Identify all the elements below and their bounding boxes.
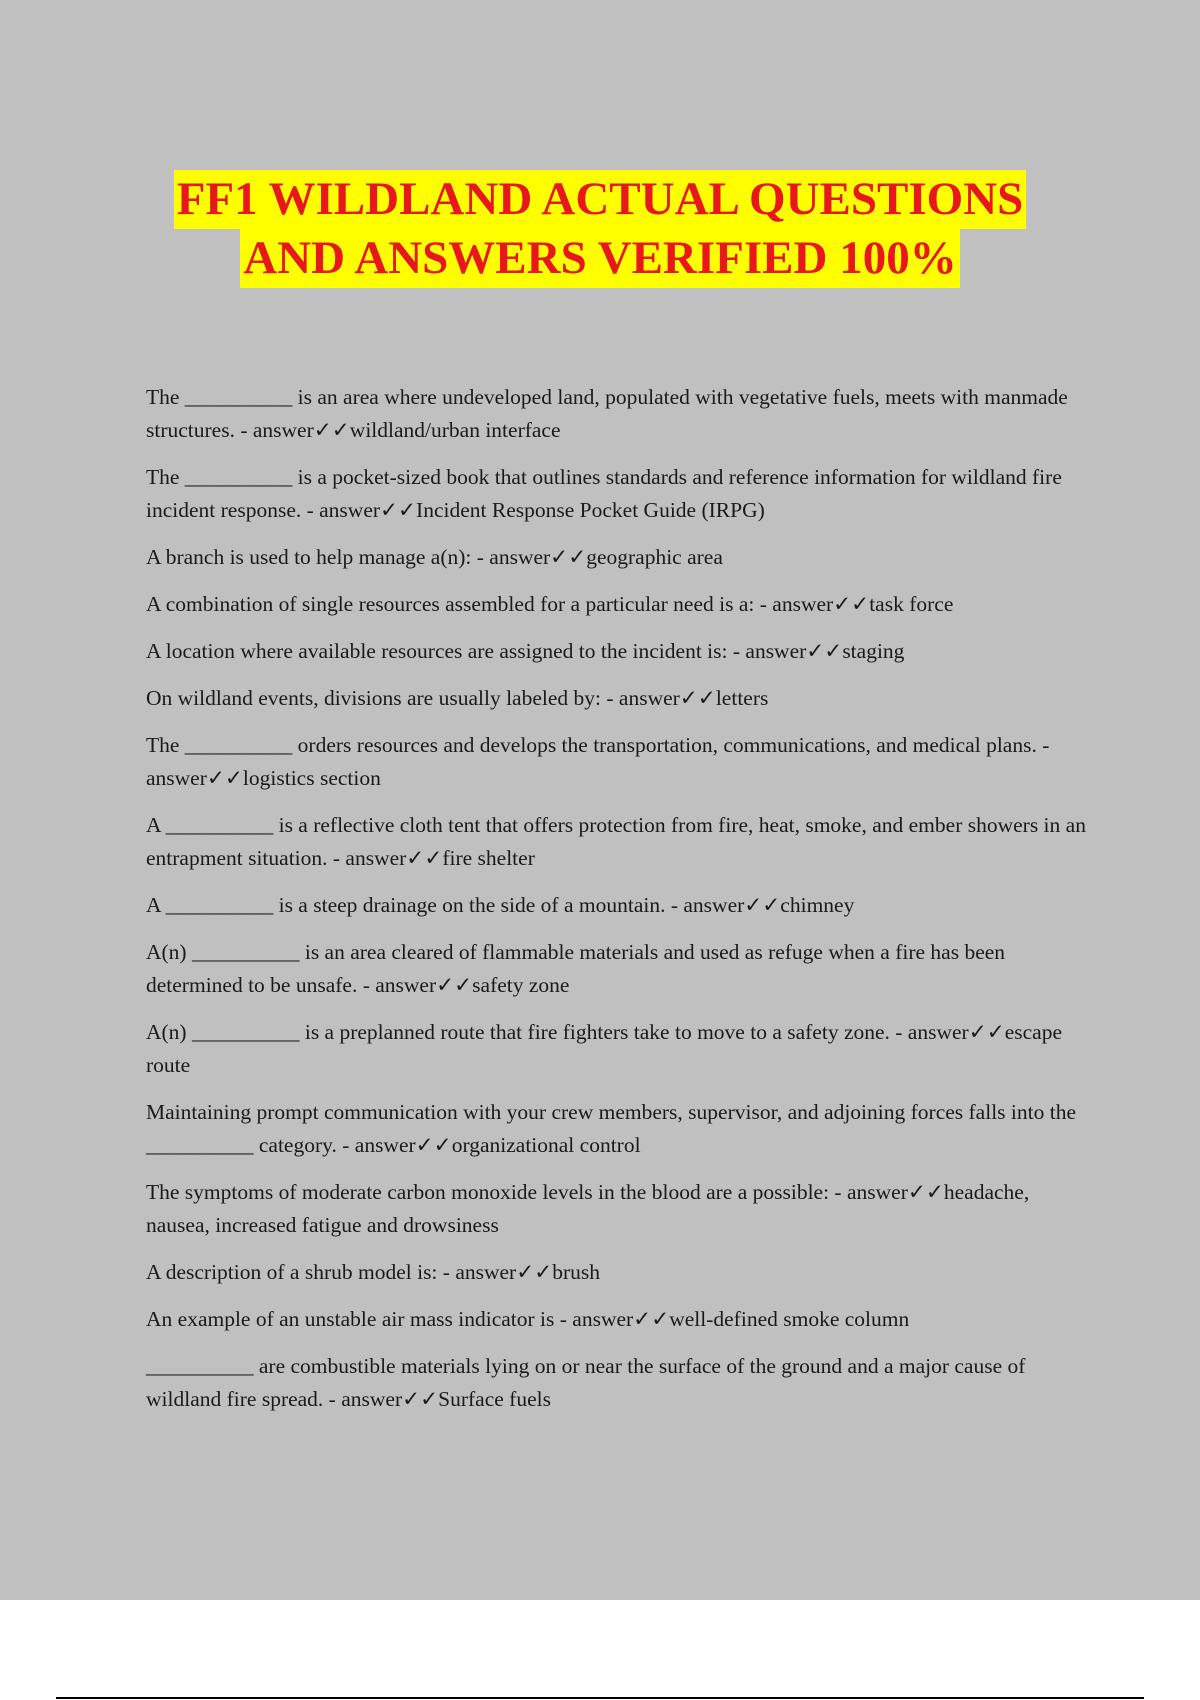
qa-item: A location where available resources are assigned to the incident is: - answer✓✓staging xyxy=(146,639,905,663)
question-answer-list xyxy=(146,381,1096,1430)
qa-item: An example of an unstable air mass indicator is - answer✓✓well-defined smoke column xyxy=(146,1307,910,1331)
qa-item: A __________ is a steep drainage on the side of a mountain. - answer✓✓chimney xyxy=(146,893,855,917)
qa-item: The symptoms of moderate carbon monoxide levels in the blood are a possible: - answer✓✓headache, nausea, increased fatigue and drowsiness xyxy=(146,1180,1030,1237)
qa-item: A(n) __________ is a preplanned route that fire fighters take to move to a safety zone. - answer✓✓escape route xyxy=(146,1020,1063,1077)
qa-item: The __________ is a pocket-sized book that outlines standards and reference information for wildland fire incident response. - answer✓✓Incident Response Pocket Guide (IRPG) xyxy=(146,465,1062,522)
qa-item: Maintaining prompt communication with your crew members, supervisor, and adjoining forces falls into the __________ category. - answer✓✓organizational control xyxy=(146,1100,1077,1157)
qa-item: A(n) __________ is an area cleared of flammable materials and used as refuge when a fire has been determined to be unsafe. - answer✓✓safety zone xyxy=(146,940,1006,997)
qa-item: A description of a shrub model is: - answer✓✓brush xyxy=(146,1260,601,1284)
title-line-2: AND ANSWERS VERIFIED 100% xyxy=(240,229,959,288)
qa-item: On wildland events, divisions are usually labeled by: - answer✓✓letters xyxy=(146,686,769,710)
qa-item: A combination of single resources assembled for a particular need is a: - answer✓✓task force xyxy=(146,592,954,616)
footer-divider xyxy=(56,1697,1144,1699)
title-line-1: FF1 WILDLAND ACTUAL QUESTIONS xyxy=(174,170,1027,229)
qa-item: A branch is used to help manage a(n): - answer✓✓geographic area xyxy=(146,545,723,569)
qa-item: __________ are combustible materials lying on or near the surface of the ground and a major cause of wildland fire spread. - answer✓✓Surface fuels xyxy=(146,1354,1026,1411)
qa-item: A __________ is a reflective cloth tent that offers protection from fire, heat, smoke, and ember showers in an entrapment situation. - answer✓✓fire shelter xyxy=(146,813,1086,870)
document-title xyxy=(0,170,1200,288)
qa-item: The __________ orders resources and develops the transportation, communications, and medical plans. - answer✓✓logistics section xyxy=(146,733,1050,790)
qa-item: The __________ is an area where undeveloped land, populated with vegetative fuels, meets with manmade structures. - answer✓✓wildland/urban interface xyxy=(146,385,1068,442)
